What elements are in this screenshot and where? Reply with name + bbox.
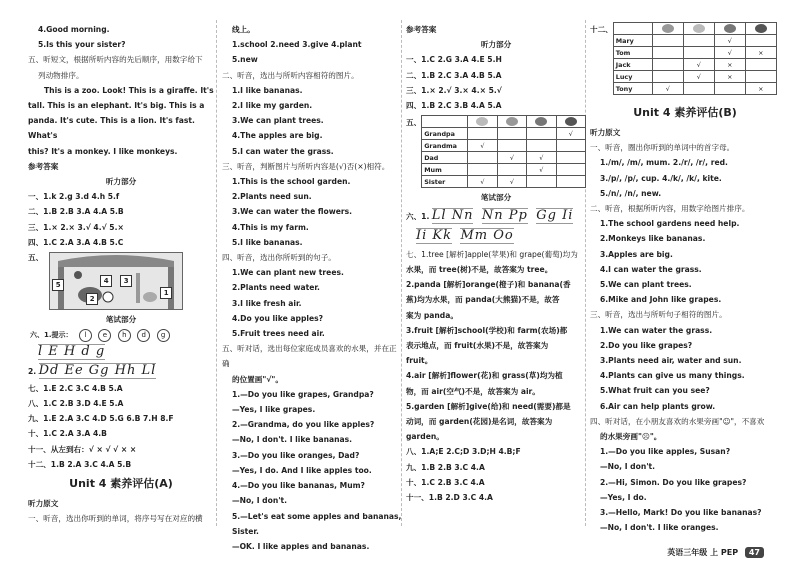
text-line: 2.Do you like grapes? — [600, 340, 693, 350]
table-row — [422, 152, 586, 164]
apple-icon — [755, 24, 767, 33]
question-5-prompt: 五、听短文，根据所听内容的先后顺序，用数字给下 — [28, 55, 203, 65]
text-line: 4.Plants can give us many things. — [600, 371, 745, 381]
text-line: 1.—Do you like grapes, Grandpa? — [232, 389, 374, 399]
answers-heading: 参考答案 — [406, 25, 437, 34]
zoo-scene-row — [28, 250, 214, 312]
question-label: 六、1.提示： — [30, 331, 73, 340]
text-line: 4.I can water the grass. — [600, 264, 702, 274]
text-line: 的位置画"√"。 — [232, 374, 283, 384]
listening-lines — [590, 140, 780, 535]
text-line: 5.Fruit trees need air. — [232, 329, 325, 339]
mark-cell: √ — [652, 83, 683, 95]
person-name: Dad — [422, 152, 468, 164]
mark-cell — [468, 128, 497, 140]
text-line: 5.I can water the grass. — [232, 146, 334, 156]
text-line: 五、听对话，选出每位家庭成员喜欢的水果，并在正确 — [222, 344, 397, 369]
question-label: 五、 — [406, 118, 422, 128]
text-line: Sister. — [232, 526, 259, 536]
text-line: 1.I like bananas. — [232, 85, 303, 95]
column-3 — [406, 22, 586, 505]
mark-cell — [683, 83, 714, 95]
handwriting-letters: Nn Pp — [481, 208, 528, 224]
text-line: 3.I like fresh air. — [232, 298, 302, 308]
text-line: —No, I don't. I like oranges. — [600, 523, 719, 533]
table-row — [613, 47, 776, 59]
text-line: 1.—Do you like apples, Susan? — [600, 447, 731, 457]
answer-line: 十一、从左到右：√ × √ √ × × — [28, 444, 137, 454]
text-line: 的水果旁画"☹"。 — [600, 432, 662, 442]
mark-cell — [497, 140, 526, 152]
mark-cell — [556, 152, 585, 164]
text-line: 5.We can plant trees. — [600, 280, 692, 290]
circled-letter: h — [118, 329, 131, 342]
fruit-table-row — [590, 22, 780, 95]
handwriting-letters: l E H d g — [38, 344, 106, 360]
handwriting-row — [28, 363, 214, 379]
handwriting-row — [406, 228, 586, 244]
question-5-prompt-cont: 列动物排序。 — [38, 70, 84, 80]
circled-letters-row — [28, 327, 214, 342]
unit-title: Unit 4 素养评估(A) — [69, 477, 173, 491]
zoo-scene-image — [49, 252, 183, 310]
lion-figure — [143, 292, 157, 302]
text-line: 3.Plants need air, water and sun. — [600, 356, 742, 366]
text-line: 二、听音，根据所听内容，用数字给图片排序。 — [590, 204, 750, 214]
answer-line: 三、1.× 2.× 3.√ 4.√ 5.× — [28, 222, 124, 232]
text-line: 1./m/, /m/, mum. 2./r/, /r/, red. — [600, 158, 728, 168]
text-line: —Yes, I do. And I like apples too. — [232, 465, 372, 475]
order-box: 1 — [160, 287, 172, 299]
answer-line: 一、1.C 2.G 3.A 4.E 5.H — [406, 55, 502, 65]
mark-cell: × — [745, 83, 776, 95]
text-line: 2.I like my garden. — [232, 101, 313, 111]
handwriting-letters: Gg Ii — [536, 208, 574, 224]
answer-line: 十、1.C 2.A 3.A 4.B — [28, 429, 107, 439]
mark-cell: √ — [714, 35, 745, 47]
text-line: 4.This is my farm. — [232, 222, 309, 232]
circled-letter: e — [98, 329, 111, 342]
listen-text-heading: 听力原文 — [28, 499, 59, 509]
mark-cell — [497, 164, 526, 176]
order-box: 2 — [86, 293, 98, 305]
text-line: —Yes, I do. — [600, 492, 647, 502]
text-line: 5./n/, /n/, new. — [600, 188, 662, 198]
person-name: Grandma — [422, 140, 468, 152]
question-label: 六、1. — [406, 212, 430, 222]
answer-line: 七、1.E 2.C 3.C 4.B 5.A — [28, 383, 123, 393]
circled-letter: g — [157, 329, 170, 342]
answer-line: 二、1.B 2.C 3.A 4.B 5.A — [406, 70, 502, 80]
answer-line: 二、1.B 2.B 3.A 4.A 5.B — [28, 207, 124, 217]
table-row — [613, 71, 776, 83]
text-line: 4.The apples are big. — [232, 131, 323, 141]
passage-line: this? It's a monkey. I like monkeys. — [28, 146, 178, 156]
handwriting-row — [28, 344, 214, 360]
text-line: 物，而 air(空气)不是，故答案为 air。 — [406, 386, 540, 396]
text-line: 2.Plants need sun. — [232, 192, 312, 202]
answer-line: 十二、1.B 2.A 3.C 4.A 5.B — [28, 459, 132, 469]
mark-cell: √ — [468, 140, 497, 152]
text-line: 6.Air can help plants grow. — [600, 401, 716, 411]
text-line: garden。 — [406, 432, 444, 442]
written-heading: 笔试部分 — [105, 315, 137, 325]
person-name: Tom — [613, 47, 652, 59]
question-label: 五、 — [28, 253, 44, 263]
column-2 — [222, 22, 402, 554]
order-box: 5 — [52, 279, 64, 291]
mark-cell: √ — [683, 59, 714, 71]
answer-line: 十、1.C 2.B 3.C 4.A — [406, 477, 485, 487]
mark-cell — [745, 59, 776, 71]
text-line: 三、听音，判断图片与所听内容是(√)否(×)相符。 — [222, 161, 390, 171]
mark-cell — [714, 83, 745, 95]
text-line: 3.fruit [解析]school(学校)和 farm(农场)都 — [406, 325, 568, 335]
mark-cell — [527, 128, 556, 140]
order-box: 3 — [120, 275, 132, 287]
handwriting-letters: Mm Oo — [460, 227, 514, 243]
mark-cell — [683, 47, 714, 59]
orange-icon — [724, 24, 736, 33]
mark-cell: √ — [556, 128, 585, 140]
answer-line: 八、1.C 2.B 3.D 4.E 5.A — [28, 399, 124, 409]
mark-cell: √ — [527, 164, 556, 176]
grapes-icon — [476, 117, 488, 126]
text-line: 5.garden [解析]give(给)和 need(需要)都是 — [406, 401, 571, 411]
handwriting-letters: Ll Nn — [431, 208, 474, 224]
text-line: 线上。 — [232, 25, 255, 34]
mark-cell — [468, 164, 497, 176]
text-line: 蕉)均为水果，而 panda(大熊猫)不是，故答 — [406, 295, 560, 305]
mark-cell — [745, 71, 776, 83]
answer-line: 三、1.× 2.√ 3.× 4.× 5.√ — [406, 85, 502, 95]
text-line: 3./p/, /p/, cup. 4./k/, /k/, kite. — [600, 173, 722, 183]
column-4 — [590, 22, 780, 535]
text-line: 5.What fruit can you see? — [600, 386, 710, 396]
text-line: 七、1.tree [解析]apple(苹果)和 grape(葡萄)均为 — [406, 249, 578, 259]
mark-cell — [556, 164, 585, 176]
answer-line: 一、1.k 2.g 3.d 4.h 5.f — [28, 192, 120, 202]
listening-heading: 听力部分 — [480, 40, 512, 50]
table-row — [422, 176, 586, 188]
answer-line: 十一、1.B 2.D 3.C 4.A — [406, 493, 493, 503]
text-line: 三、听音，选出与所听句子相符的图片。 — [590, 310, 727, 320]
circled-letter: l — [79, 329, 92, 342]
handwriting-letters: Dd Ee Gg Hh Ll — [38, 362, 157, 378]
grapes-icon — [693, 24, 705, 33]
text-line: 1.This is the school garden. — [232, 177, 351, 187]
text-line: —OK. I like apples and bananas. — [232, 541, 370, 551]
handwriting-letters: Ii Kk — [416, 227, 453, 243]
text-line: —Yes, I like grapes. — [232, 405, 316, 415]
text-line: —No, I don't. I like bananas. — [232, 435, 353, 445]
question-prompt: 一、听音，选出你听到的单词，将序号写在对应的横 — [28, 514, 203, 524]
text-line: —No, I don't. — [600, 462, 656, 472]
text-line: 动词，而 garden(花园)是名词，故答案为 — [406, 417, 553, 427]
panda-figure — [103, 292, 113, 302]
table-row — [422, 140, 586, 152]
text-line: 1.school 2.need 3.give 4.plant — [232, 40, 362, 50]
text-line: 2.Plants need water. — [232, 283, 320, 293]
text-line: 4.air [解析]flower(花)和 grass(草)均为植 — [406, 371, 563, 381]
text-line: 5.new — [232, 55, 258, 65]
table-row — [422, 128, 586, 140]
answers-heading: 参考答案 — [28, 161, 59, 171]
mark-cell: √ — [497, 176, 526, 188]
mark-cell: × — [714, 71, 745, 83]
order-box: 4 — [100, 275, 112, 287]
text-line: 5.I like bananas. — [232, 237, 303, 247]
apple-icon — [565, 117, 577, 126]
mark-cell: √ — [468, 176, 497, 188]
written-heading: 笔试部分 — [480, 193, 512, 203]
table-row — [613, 59, 776, 71]
table-row — [422, 164, 586, 176]
text-line: 1.The school gardens need help. — [600, 219, 740, 229]
text-line: 四、听音，选出你所听到的句子。 — [222, 253, 336, 263]
mark-cell — [652, 47, 683, 59]
mark-cell — [556, 140, 585, 152]
mark-cell — [527, 176, 556, 188]
text-line: 1.We can plant new trees. — [232, 268, 344, 278]
answer-line: 八、1.A;E 2.C;D 3.D;H 4.B;F — [406, 447, 521, 457]
fruit-preference-table — [613, 22, 777, 95]
listen-text-heading: 听力原文 — [590, 128, 621, 137]
text-line: 二、听音，选出与所听内容相符的图片。 — [222, 70, 359, 80]
table-row — [613, 83, 776, 95]
page-number: 47 — [745, 547, 764, 558]
person-name: Grandpa — [422, 128, 468, 140]
answer-line: 四、1.C 2.A 3.A 4.B 5.C — [28, 237, 124, 247]
answer-line: 九、1.B 2.B 3.C 4.A — [406, 462, 485, 472]
text-line: —No, I don't. — [232, 496, 288, 506]
monkey-figure — [74, 271, 82, 279]
text-line: 5.—Let's eat some apples and bananas, — [232, 511, 402, 521]
text-line: 1.We can water the grass. — [600, 325, 713, 335]
mark-cell — [468, 152, 497, 164]
mark-cell — [745, 35, 776, 47]
text-line: 一、听音，圈出你听到的单词中的首字母。 — [590, 143, 735, 153]
person-name: Sister — [422, 176, 468, 188]
fruit-table-row — [406, 115, 586, 188]
passage-line: panda. It's cute. This is a lion. It's fast. What's — [28, 116, 195, 141]
text-line: 2.Monkeys like bananas. — [600, 234, 706, 244]
text-line: 4.—Do you like bananas, Mum? — [232, 481, 365, 491]
text-line: 3.—Hello, Mark! Do you like bananas? — [600, 508, 762, 518]
text-line: 3.We can plant trees. — [232, 116, 324, 126]
bananas-icon — [506, 117, 518, 126]
person-name: Jack — [613, 59, 652, 71]
mark-cell — [527, 140, 556, 152]
passage-line: tall. This is an elephant. It's big. This is a — [28, 101, 205, 111]
text-line: 4.Good morning. — [38, 25, 110, 34]
person-name: Lucy — [613, 71, 652, 83]
text-line: 3.We can water the flowers. — [232, 207, 353, 217]
handwriting-row — [406, 208, 586, 224]
text-line: 5.Is this your sister? — [38, 40, 126, 50]
mark-cell: × — [745, 47, 776, 59]
circled-letter: d — [137, 329, 150, 342]
explanations — [406, 247, 586, 505]
mark-cell — [652, 59, 683, 71]
question-label: 十二、 — [590, 25, 613, 34]
person-name: Mum — [422, 164, 468, 176]
text-line: 4.Do you like apples? — [232, 313, 324, 323]
page-footer — [667, 547, 764, 558]
column-1 — [28, 22, 214, 526]
answer-line: 四、1.B 2.C 3.B 4.A 5.A — [406, 101, 502, 111]
text-line: 6.Mike and John like grapes. — [600, 295, 722, 305]
mark-cell: √ — [683, 71, 714, 83]
passage-line: This is a zoo. Look! This is a giraffe. It's — [44, 85, 214, 95]
table-row — [613, 35, 776, 47]
mark-cell — [497, 128, 526, 140]
footer-text: 英语三年级 上 PEP — [667, 548, 739, 557]
text-line: 3.—Do you like oranges, Dad? — [232, 450, 360, 460]
answer-line: 九、1.E 2.A 3.C 4.D 5.G 6.B 7.H 8.F — [28, 414, 174, 424]
person-name: Tony — [613, 83, 652, 95]
text-line: 2.—Hi, Simon. Do you like grapes? — [600, 477, 747, 487]
text-line: 案为 panda。 — [406, 310, 458, 320]
text-line: 水果，而 tree(树)不是，故答案为 tree。 — [406, 265, 553, 275]
unit-title: Unit 4 素养评估(B) — [633, 106, 737, 119]
orange-icon — [535, 117, 547, 126]
mark-cell — [683, 35, 714, 47]
text-line: 2.panda [解析]orange(橙子)和 banana(香 — [406, 280, 571, 290]
question-label: 2. — [28, 366, 37, 376]
mark-cell: √ — [714, 47, 745, 59]
mark-cell — [652, 71, 683, 83]
zoo-illustration — [50, 253, 182, 309]
person-name: Mary — [613, 35, 652, 47]
text-line: 2.—Grandma, do you like apples? — [232, 420, 375, 430]
text-line: 四、听对话，在小朋友喜欢的水果旁画"☺"，不喜欢 — [590, 416, 765, 426]
mark-cell — [556, 176, 585, 188]
listening-heading: 听力部分 — [105, 177, 137, 187]
text-line: 3.Apples are big. — [600, 249, 673, 259]
mark-cell: √ — [527, 152, 556, 164]
bananas-icon — [662, 24, 674, 33]
mark-cell — [652, 35, 683, 47]
text-line: fruit。 — [406, 356, 433, 366]
text-line: 表示地点，而 fruit(水果)不是，故答案为 — [406, 341, 549, 351]
mark-cell: √ — [497, 152, 526, 164]
mark-cell: × — [714, 59, 745, 71]
fruit-preference-table — [421, 115, 586, 188]
giraffe-figure — [136, 273, 140, 303]
column-divider — [216, 20, 217, 526]
